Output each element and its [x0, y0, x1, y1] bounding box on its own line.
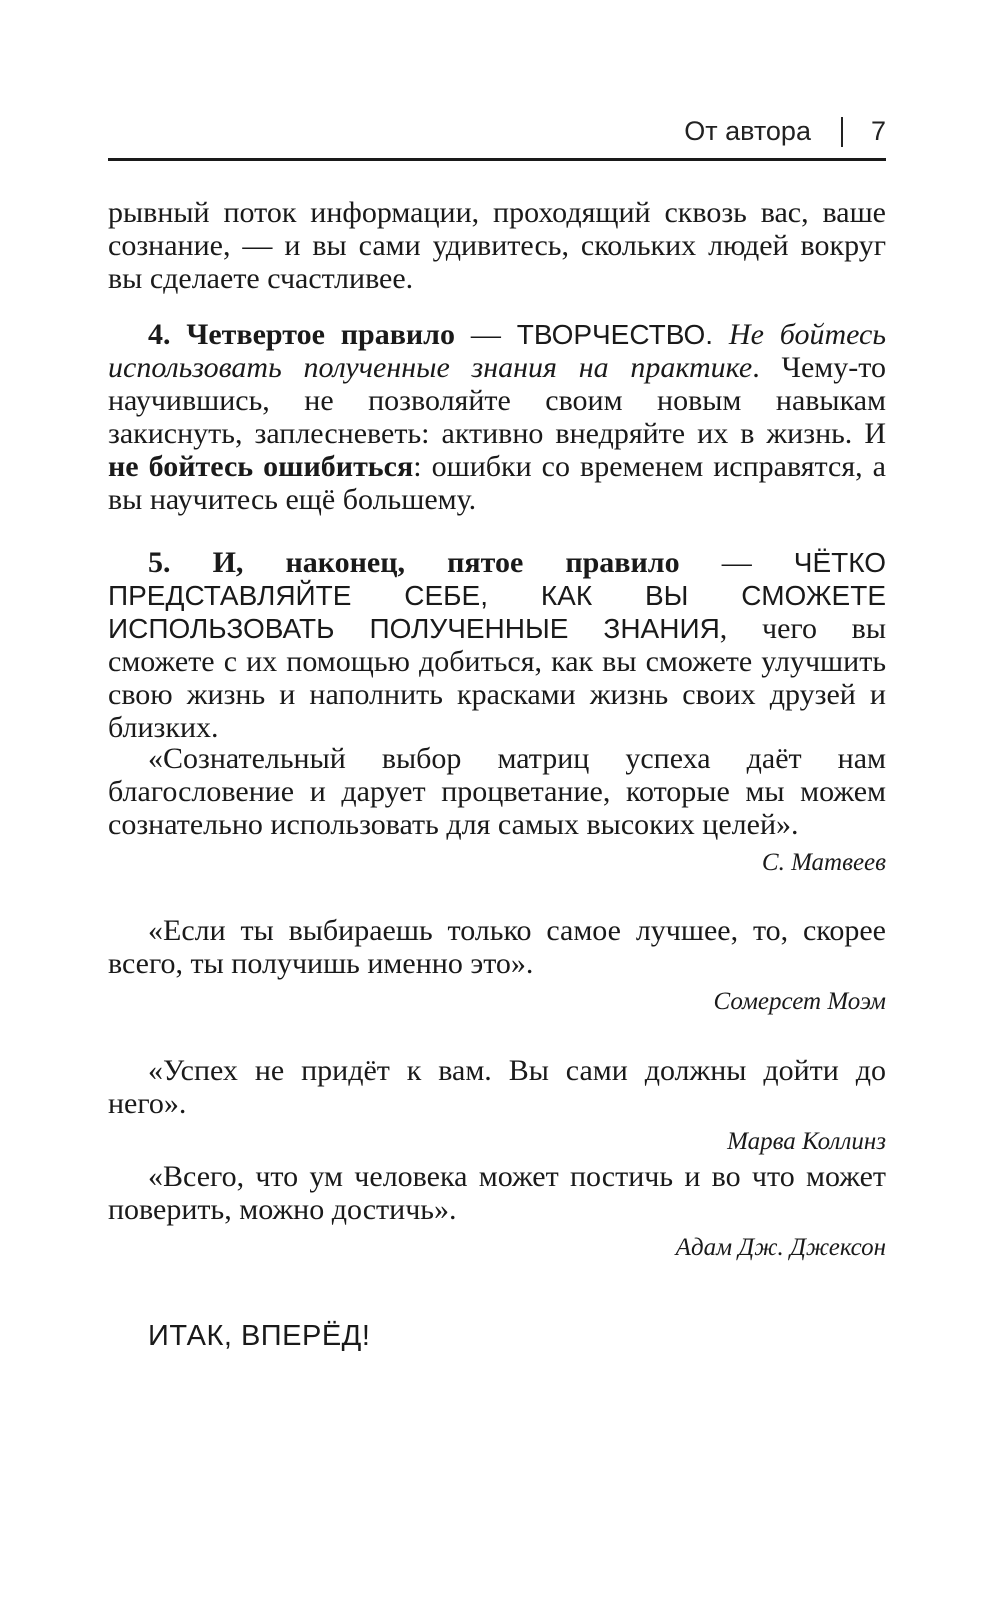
header-inner — [684, 116, 886, 147]
rule-5-text: , чего вы сможете с их помощью добиться, как вы сможете улучшить свою жизнь и наполнить красками жизнь своих друзей и близких. — [108, 612, 886, 744]
quote-3 — [108, 1054, 886, 1158]
rule-5-title: 5. И, наконец, пятое правило — [148, 546, 680, 579]
quote-author: Сомерсет Моэм — [713, 988, 886, 1015]
section-title: От автора — [684, 116, 811, 146]
running-header — [108, 108, 886, 161]
rule-4-text-1: . Чему-то научившись, не позволяйте своим новым навыкам закиснуть, заплесневеть: активно внедряйте их в жизнь. И — [108, 351, 886, 450]
closing-line: ИТАК, ВПЕРЁД! — [148, 1320, 371, 1352]
quote-author: Марва Коллинз — [727, 1128, 886, 1155]
rule-5-caps: ЧЁТКО ПРЕДСТАВЛЯЙТЕ СЕБЕ, КАК ВЫ СМОЖЕТЕ ИСПОЛЬЗОВАТЬ ПОЛУЧЕННЫЕ ЗНАНИЯ — [108, 547, 887, 644]
page-number: 7 — [870, 116, 886, 146]
rule-4-dash: — — [455, 318, 517, 351]
quote-1 — [108, 742, 886, 879]
closing-block — [108, 1320, 886, 1353]
header-separator — [841, 117, 843, 147]
quote-text: «Если ты выбираешь только самое лучшее, то, скорее всего, ты получишь именно это». — [108, 914, 886, 980]
quote-text: «Всего, что ум человека может постичь и во что может поверить, можно достичь». — [108, 1160, 886, 1226]
quote-author: Адам Дж. Джексон — [675, 1234, 886, 1261]
quote-2 — [108, 914, 886, 1018]
rule-5-paragraph — [108, 546, 886, 744]
rule-4-paragraph — [108, 318, 886, 516]
quote-author: С. Матвеев — [761, 849, 886, 876]
rule-5-dash: — — [679, 546, 794, 579]
rule-4-bold: не бойтесь ошибиться — [108, 450, 414, 483]
quote-4 — [108, 1160, 886, 1264]
rule-5-block — [108, 546, 886, 744]
rule-4-italic: Не бойтесь использовать полученные знания на практике — [108, 318, 886, 384]
rule-4-caps: ТВОРЧЕСТВО. — [516, 319, 714, 350]
quote-text: «Сознательный выбор матриц успеха даёт нам благословение и дарует процветание, которые мы можем сознательно использовать для самых высоких целей». — [108, 742, 886, 841]
rule-4-title: 4. Четвертое правило — [148, 318, 456, 351]
quote-text: «Успех не придёт к вам. Вы сами должны дойти до него». — [108, 1054, 886, 1120]
rule-4-block — [108, 318, 886, 516]
intro-paragraph: рывный поток информации, проходящий сквозь вас, ваше сознание, — и вы сами удивитесь, скольких людей вокруг вы сделаете счастливее. — [108, 196, 886, 295]
rule-4-text-2: : ошибки со временем исправятся, а вы научитесь ещё большему. — [108, 450, 886, 516]
intro-block — [108, 196, 886, 295]
